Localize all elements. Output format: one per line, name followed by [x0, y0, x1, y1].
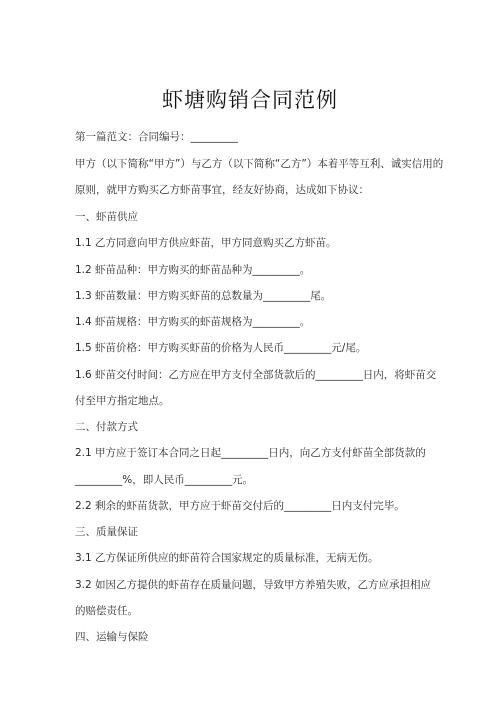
- clause-1-4: 1.4 虾苗规格：甲方购买的虾苗规格为_________。: [75, 316, 311, 328]
- section-heading-supply: 一、虾苗供应: [75, 211, 138, 223]
- contract-number-line: 第一篇范文：合同编号：_________: [75, 131, 238, 143]
- preamble-line-2: 原则，就甲方购买乙方虾苗事宜，经友好协商，达成如下协议：: [75, 184, 369, 196]
- clause-2-1-line-2: _________%，即人民币_________元。: [75, 474, 253, 486]
- clause-1-5: 1.5 虾苗价格：甲方购买虾苗的价格为人民币_________元/尾。: [75, 342, 367, 354]
- preamble-line-1: 甲方（以下简称“甲方”）与乙方（以下简称“乙方”）本着平等互利、诚实信用的: [75, 158, 444, 170]
- clause-3-2-line-1: 3.2 如因乙方提供的虾苗存在质量问题，导致甲方养殖失败，乙方应承担相应: [75, 579, 432, 591]
- section-heading-transport: 四、运输与保险: [75, 631, 149, 643]
- clause-2-1-line-1: 2.1 甲方应于签订本合同之日起_________日内，向乙方支付虾苗全部货款的: [75, 447, 426, 459]
- clause-2-2: 2.2 剩余的虾苗货款，甲方应于虾苗交付后的_________日内支付完毕。: [75, 500, 405, 512]
- document-title: 虾塘购销合同范例: [162, 88, 338, 112]
- clause-1-6-line-1: 1.6 虾苗交付时间：乙方应在甲方支付全部货款后的_________日内，将虾苗交: [75, 369, 437, 381]
- clause-3-1: 3.1 乙方保证所供应的虾苗符合国家规定的质量标准，无病无伤。: [75, 552, 379, 564]
- clause-1-2: 1.2 虾苗品种：甲方购买的虾苗品种为_________。: [75, 264, 311, 276]
- clause-1-1: 1.1 乙方同意向甲方供应虾苗，甲方同意购买乙方虾苗。: [75, 237, 337, 249]
- section-heading-payment: 二、付款方式: [75, 421, 138, 433]
- clause-1-3: 1.3 虾苗数量：甲方购买虾苗的总数量为_________尾。: [75, 290, 332, 302]
- section-heading-quality: 三、质量保证: [75, 526, 138, 538]
- clause-3-2-line-2: 的赔偿责任。: [75, 605, 138, 617]
- clause-1-6-line-2: 付至甲方指定地点。: [75, 395, 170, 407]
